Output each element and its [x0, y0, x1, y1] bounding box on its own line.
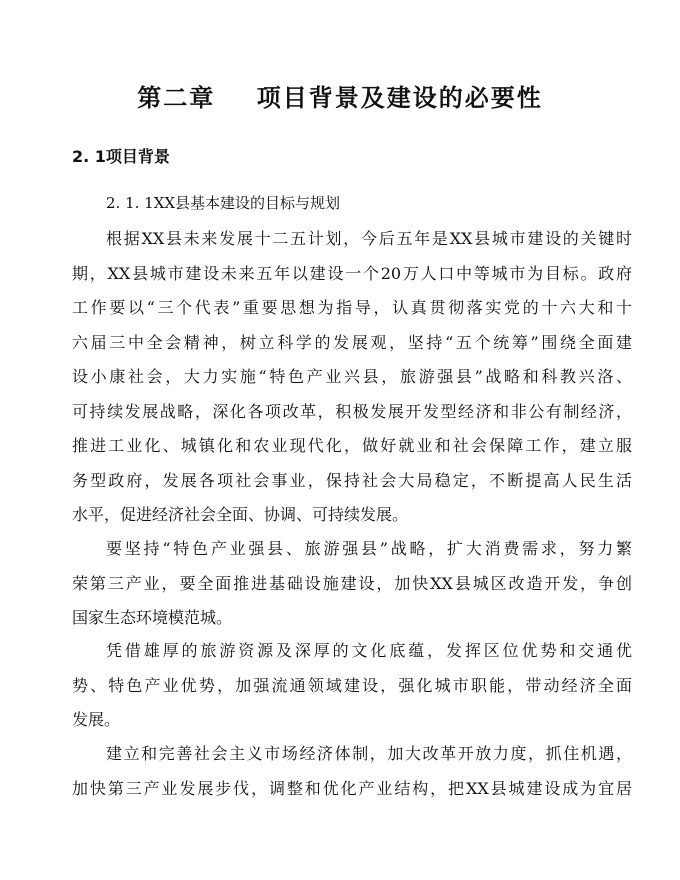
paragraph-line: 可持续发展战略，深化各项改革，积极发展开发型经济和非公有制经济， [72, 401, 632, 421]
paragraph-line: 根据XX县未来发展十二五计划，今后五年是XX县城市建设的关键时 [106, 229, 632, 248]
paragraph-market-economy [72, 737, 632, 806]
section-heading: 2. 1项目背景 [72, 147, 170, 166]
paragraph-line: 势、特色产业优势，加强流通领域建设，强化城市职能，带动经济全面 [72, 675, 632, 695]
subsection-heading: 2. 1. 1XX县基本建设的目标与规划 [106, 194, 341, 212]
paragraph-line: 要坚持“特色产业强县、旅游强县”战略，扩大消费需求，努力繁 [106, 539, 632, 558]
paragraph-line: 发展。 [72, 710, 121, 729]
paragraph-development-plan [72, 222, 632, 533]
paragraph-line: 务型政府，发展各项社会事业，保持社会大局稳定，不断提高人民生活 [72, 470, 632, 490]
paragraph-line: 建立和完善社会主义市场经济体制，加大改革开放力度，抓住机遇， [106, 744, 632, 763]
paragraph-strategy [72, 532, 632, 636]
paragraph-line: 推进工业化、城镇化和农业现代化，做好就业和社会保障工作，建立服 [72, 436, 632, 455]
chapter-title: 第二章 项目背景及建设的必要性 [137, 84, 543, 112]
paragraph-line: 六届三中全会精神，树立科学的发展观，坚持“五个统筹”围绕全面建 [72, 332, 632, 352]
paragraph-line: 加快第三产业发展步伐，调整和优化产业结构，把XX县城建设成为宜居 [72, 778, 632, 798]
paragraph-line: 荣第三产业，要全面推进基础设施建设，加快XX县城区改造开发，争创 [72, 573, 632, 593]
paragraph-line: 设小康社会，大力实施“特色产业兴县，旅游强县”战略和科教兴洛、 [72, 367, 632, 386]
paragraph-line: 期，XX县城市建设未来五年以建设一个20万人口中等城市为目标。政府 [72, 263, 632, 283]
paragraph-tourism [72, 634, 632, 738]
paragraph-line: 国家生态环境模范城。 [72, 608, 233, 627]
paragraph-line: 工作要以“三个代表”重要思想为指导，认真贯彻落实党的十六大和十 [72, 298, 632, 317]
paragraph-line: 水平，促进经济社会全面、协调、可持续发展。 [72, 505, 409, 524]
paragraph-line: 凭借雄厚的旅游资源及深厚的文化底蕴，发挥区位优势和交通优 [106, 641, 632, 660]
